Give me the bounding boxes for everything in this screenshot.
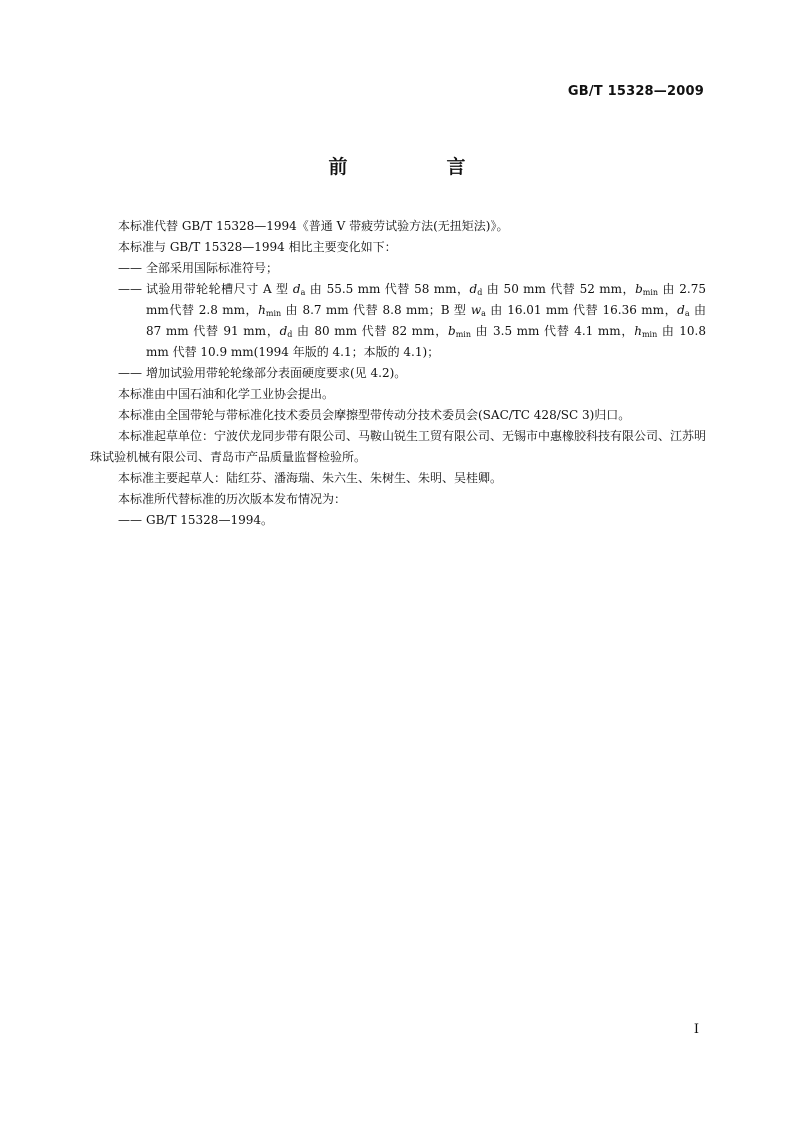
paragraph-history-intro: 本标准所代替标准的历次版本发布情况为： [118,492,347,506]
dash-bullet: —— [118,366,142,380]
foreword-body [90,216,706,531]
paragraph-drafting-units: 本标准起草单位：宁波伏龙同步带有限公司、马鞍山锐生工贸有限公司、无锡市中惠橡胶科技有限公司、江苏明珠试验机械有限公司、青岛市产品质量监督检验所。 [90,429,707,464]
change-item-text: 增加试验用带轮轮缘部分表面硬度要求(见 4.2)。 [146,366,407,380]
standard-code-header: GB/T 15328—2009 [567,84,704,99]
change-item-symbols [90,258,706,279]
dash-bullet: —— [118,282,142,296]
change-item-hardness [90,363,706,384]
change-item-text: 全部采用国际标准符号； [146,261,279,275]
paragraph-changes-intro: 本标准与 GB/T 15328—1994 相比主要变化如下： [118,240,397,254]
dash-bullet: —— [118,261,142,275]
paragraph-committee: 本标准由全国带轮与带标准化技术委员会摩擦型带传动分技术委员会(SAC/TC 428/SC 3)归口。 [118,408,631,422]
paragraph-replacement: 本标准代替 GB/T 15328—1994《普通 V 带疲劳试验方法(无扭矩法)》。 [118,219,509,233]
page-number: I [693,1022,699,1037]
dash-bullet: —— [118,513,142,527]
history-item-text: GB/T 15328—1994。 [146,513,273,527]
symbol-d: d [292,282,301,296]
history-item [90,510,706,531]
paragraph-drafters: 本标准主要起草人：陆红芬、潘海瑞、朱六生、朱树生、朱明、吴桂卿。 [118,471,503,485]
change-item-pulley-groove: —— 试验用带轮轮槽尺寸 A 型 $d_a$ 由 55.5 mm 代替 58 mm，$d_d$ 由 50 mm 代替 52 mm，$b_{min}$ 由 2.75 mm代替 2.8 mm，$h_{min}$ 由 8.7 mm 代替 8.8 mm；B 型 $w_a$ 由 16.01 mm 代替 16.36 mm，$d_a$ 由 87 mm 代替 91 mm，$d_d$ 由 80 mm 代替 82 mm，$b_{min}$ 由 3.5 mm 代替 4.1 mm，$h_{min}$ 由 10.8 mm 代替 10.9 mm(1994 年版的 4.1；本版的 4.1)； [90,279,706,363]
page-title: 前 言 [328,156,506,178]
paragraph-proposer: 本标准由中国石油和化学工业协会提出。 [118,387,335,401]
